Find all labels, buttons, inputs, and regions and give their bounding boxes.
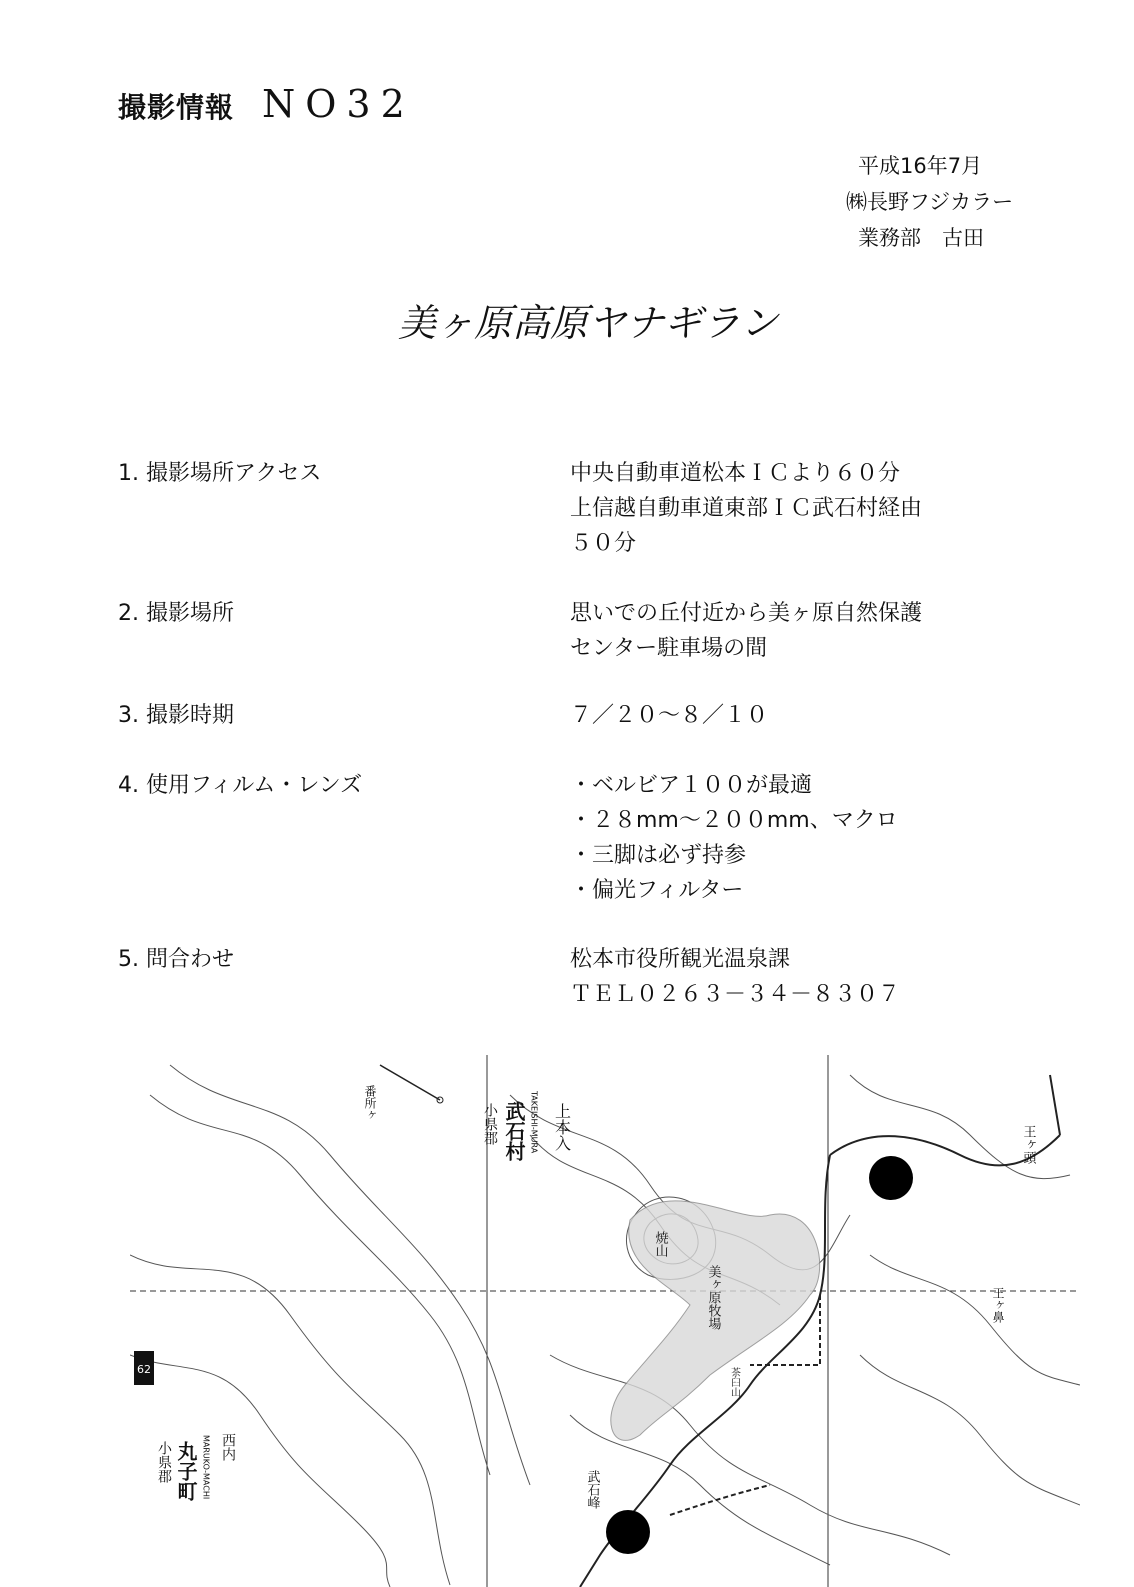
road (670, 1485, 770, 1515)
contour-line (870, 1255, 1080, 1385)
equipment-line-3: ・三脚は必ず持参 (570, 843, 747, 868)
contour-line (150, 1095, 490, 1475)
map-label-ranch: 美ヶ原牧場 (705, 1265, 721, 1330)
map-label-town-district: 小県郡 (156, 1441, 172, 1483)
header-number: NO32 (262, 82, 415, 126)
photo-spot-marker (869, 1156, 913, 1200)
section-label-contact: 5. 問合わせ (118, 947, 234, 972)
map-label-bansho: 番所ヶ (363, 1085, 377, 1121)
map-label-village-roman: TAKEISHI-MURA (529, 1091, 539, 1154)
contour-line (170, 1065, 530, 1485)
contour-line (860, 1355, 1080, 1505)
meta-department: 業務部 古田 (858, 226, 984, 250)
location-line-2: センター駐車場の間 (570, 636, 768, 661)
contour-line (130, 1255, 450, 1585)
section-value-equipment (570, 768, 898, 908)
equipment-line-1: ・ベルビア１００が最適 (570, 773, 813, 798)
pointer-line (380, 1065, 440, 1100)
map-label-oogakura: 王ヶ鼻 (991, 1287, 1005, 1323)
meta-date: 平成16年7月 (858, 154, 983, 178)
map-label-mountain: 焼山 (652, 1231, 668, 1257)
location-line-1: 思いでの丘付近から美ヶ原自然保護 (570, 601, 923, 626)
section-label-equipment: 4. 使用フィルム・レンズ (118, 773, 363, 798)
route-number: 62 (137, 1363, 151, 1376)
topographic-map (130, 1055, 1080, 1587)
map-label-oogatou: 王ヶ頭 (1020, 1125, 1036, 1164)
section-label-location: 2. 撮影場所 (118, 601, 234, 626)
meta-company: ㈱長野フジカラー (846, 190, 1014, 214)
access-line-2: 上信越自動車道東部ＩＣ武石村経由 (570, 496, 923, 521)
document-title: 美ヶ原高原ヤナギラン (398, 301, 779, 345)
equipment-line-2: ・２８mm～２００mm、マクロ (570, 808, 898, 833)
document-header (118, 82, 415, 126)
map-label-village-district: 小県郡 (482, 1103, 498, 1145)
contact-line-2: ＴＥＬ０２６３－３４－８３０７ (570, 982, 901, 1007)
map-label-nishiuchi: 西内 (220, 1433, 236, 1461)
map-label-town-name: 丸子町 (174, 1441, 198, 1501)
road (1050, 1075, 1060, 1135)
photo-spot-marker (606, 1510, 650, 1554)
access-line-1: 中央自動車道松本ＩＣより６０分 (570, 461, 901, 486)
period-line-1: ７／２０～８／１０ (570, 703, 769, 728)
map-label-chaus: 茶臼山 (728, 1367, 740, 1397)
equipment-line-4: ・偏光フィルター (570, 878, 744, 903)
document-meta (846, 148, 1014, 256)
section-label-period: 3. 撮影時期 (118, 703, 234, 728)
section-value-location (570, 596, 922, 666)
map-label-town-roman: MARUKO-MACHI (201, 1435, 211, 1500)
contact-line-1: 松本市役所観光温泉課 (570, 947, 791, 972)
header-label: 撮影情報 (118, 91, 235, 124)
section-value-access (570, 456, 922, 561)
access-line-3: ５０分 (570, 531, 637, 556)
map-label-kamimotoiri: 上本入 (552, 1103, 572, 1151)
section-label-access: 1. 撮影場所アクセス (118, 461, 322, 486)
section-value-period (570, 698, 768, 733)
map-label-village-name: 武石村 (502, 1101, 526, 1161)
map-label-takeishimine: 武石峰 (584, 1470, 600, 1509)
section-value-contact (570, 942, 900, 1012)
